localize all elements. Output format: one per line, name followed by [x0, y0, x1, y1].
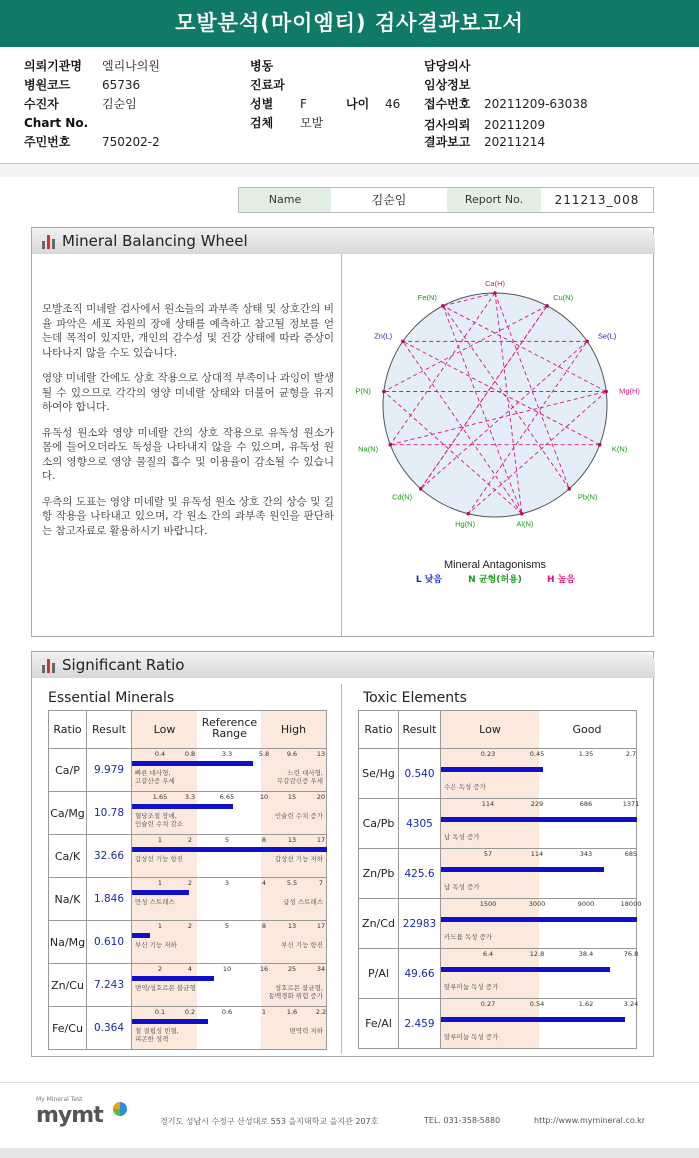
table-row	[49, 792, 327, 835]
info-value: 김순임	[102, 97, 137, 111]
tick-label: 343	[579, 850, 593, 858]
tick-label: 1	[157, 879, 163, 887]
tick-label: 1.65	[152, 793, 168, 801]
wheel-circle	[383, 293, 607, 517]
low-note: 수은 독성 증가	[444, 783, 486, 791]
info-row	[424, 133, 545, 150]
ratio-cell: Ca/K	[49, 835, 87, 878]
tick-label: 7	[318, 879, 324, 887]
tick-label: 8	[261, 836, 267, 844]
range-bar-area	[132, 835, 326, 877]
ratio-panel-header	[32, 652, 655, 678]
tick-label: 5.5	[286, 879, 298, 887]
range-bar-area	[132, 792, 326, 834]
low-note: 빠른 대사형, 고갈산증 우세	[135, 769, 175, 785]
table-header	[359, 711, 637, 749]
range-cell	[132, 749, 327, 792]
ratio-cell: Fe/Cu	[49, 1007, 87, 1050]
col-high: High	[280, 723, 307, 736]
result-bar	[132, 976, 214, 981]
table-row	[359, 949, 637, 999]
result-cell: 425.6	[399, 849, 441, 899]
element-label: Ca(H)	[485, 279, 505, 288]
paragraph: 모발조직 미네랄 검사에서 원소들의 과부족 상태 및 상호간의 비율 파악은 세포 차원의 장애 상태를 예측하고 참고될 정보를 얻는데 목적이 있지만, 개인의 감수성 및 건강 상태에 따라 증상이 나타나지 않을 수도 있습니다.	[42, 303, 334, 359]
info-label: 수진자	[24, 97, 59, 111]
info-label: 성별	[250, 97, 274, 111]
tick-label: 2	[187, 879, 193, 887]
element-node	[520, 512, 524, 516]
info-label: 진료과	[250, 78, 285, 92]
info-row	[250, 57, 300, 74]
result-cell: 22983	[399, 899, 441, 949]
ratio-cell: Na/K	[49, 878, 87, 921]
patient-info	[0, 52, 699, 162]
header-separator	[0, 163, 699, 177]
element-label: K(N)	[611, 444, 628, 454]
toxic-title: Toxic Elements	[363, 690, 467, 706]
tick-label: 3.3	[221, 750, 233, 758]
info-value: 20211209-63038	[484, 97, 588, 111]
info-label: 병원코드	[24, 78, 71, 92]
info-label: 의뢰기관명	[24, 59, 82, 73]
footer	[0, 1090, 699, 1140]
low-note: 알루미늄 독성 증가	[444, 983, 499, 991]
essential-table	[48, 710, 327, 1050]
tick-label: 114	[530, 850, 544, 858]
result-cell: 2.459	[399, 999, 441, 1049]
ratio-panel-title: Significant Ratio	[62, 656, 185, 674]
info-row	[424, 116, 545, 133]
panel-divider	[341, 254, 342, 636]
high-note: 느린 대사형, 무갈감신증 우세	[276, 769, 323, 785]
ratio-cell: Ca/Mg	[49, 792, 87, 835]
table-row	[359, 749, 637, 799]
info-value: 엘리나의원	[102, 59, 160, 73]
table-row	[359, 899, 637, 949]
range-bar-area	[441, 899, 642, 948]
table-row	[359, 799, 637, 849]
logo-icon	[113, 1102, 127, 1116]
element-label: P(N)	[355, 386, 371, 396]
low-note: 혈당조절 장애, 인슐린 수치 감소	[135, 812, 184, 828]
brand-logo: mymt	[36, 1103, 103, 1128]
tick-label: 13	[287, 836, 297, 844]
info-label: 병동	[250, 59, 274, 73]
tick-label: 1.35	[578, 750, 594, 758]
mineral-wheel	[343, 280, 651, 630]
info-label: 검체	[250, 116, 274, 130]
info-label: 담당의사	[424, 59, 471, 73]
range-bar-area	[441, 799, 640, 848]
col-low: Low	[479, 723, 501, 736]
result-bar	[132, 761, 253, 766]
ratio-cell: Ca/Pb	[359, 799, 399, 849]
age-row	[346, 95, 400, 112]
tick-label: 76.8	[623, 950, 639, 958]
report-title: 모발분석(마이엠티) 검사결과보고서	[0, 0, 699, 47]
tick-label: 0.54	[529, 1000, 545, 1008]
result-cell: 9.979	[87, 749, 132, 792]
tick-label: 685	[624, 850, 638, 858]
brand-tagline: My Mineral Test	[36, 1096, 83, 1103]
element-node	[382, 390, 386, 394]
range-cell	[441, 799, 640, 849]
element-label: Cu(N)	[553, 292, 574, 302]
tick-label: 3.3	[184, 793, 196, 801]
tick-label: 0.4	[154, 750, 166, 758]
info-row	[250, 114, 323, 131]
result-bar	[441, 967, 610, 972]
wheel-panel-title: Mineral Balancing Wheel	[62, 232, 248, 250]
table-header	[49, 711, 327, 749]
tick-label: 25	[287, 965, 297, 973]
result-cell: 4305	[399, 799, 441, 849]
info-row	[424, 57, 484, 74]
col-result: Result	[399, 711, 441, 749]
table-row	[49, 835, 327, 878]
info-label: Chart No.	[24, 116, 89, 130]
tick-label: 4	[261, 879, 267, 887]
element-label: Al(N)	[516, 519, 534, 529]
col-range	[441, 711, 637, 749]
high-note: 인슐린 수치 증가	[274, 812, 323, 820]
range-cell	[441, 949, 637, 999]
panel-divider	[341, 684, 342, 1054]
range-bar-area	[441, 849, 636, 898]
tick-label: 18000	[620, 900, 642, 908]
name-box	[238, 187, 654, 213]
essential-title: Essential Minerals	[48, 690, 175, 706]
element-label: Se(L)	[597, 331, 617, 341]
col-result: Result	[87, 711, 132, 749]
tick-label: 10	[222, 965, 232, 973]
tick-label: 57	[483, 850, 493, 858]
high-note: 갑상선 기능 저하	[274, 855, 323, 863]
tick-label: 0.23	[480, 750, 496, 758]
age-value: 46	[385, 97, 401, 111]
tick-label: 2.2	[315, 1008, 327, 1016]
result-bar	[132, 933, 150, 938]
range-cell	[441, 849, 637, 899]
tick-label: 1	[261, 1008, 267, 1016]
element-label: Fe(N)	[417, 292, 437, 302]
element-label: Pb(N)	[577, 492, 598, 502]
tick-label: 2	[187, 836, 193, 844]
range-bar-area	[132, 964, 326, 1006]
range-cell	[441, 999, 637, 1049]
telephone: TEL. 031-358-5880	[424, 1116, 501, 1125]
paragraph: 영양 미네랄 간에도 상호 작용으로 상대적 부족이나 과잉이 발생될 수 있으므로 각각의 영양 미네랄 상태와 더불어 균형을 유지하여야 합니다.	[42, 372, 334, 413]
range-cell	[441, 899, 642, 949]
result-cell: 0.610	[87, 921, 132, 964]
range-cell	[132, 921, 327, 964]
range-cell	[132, 792, 327, 835]
tick-label: 3000	[528, 900, 546, 908]
low-note: 카드뮴 독성 증가	[444, 933, 493, 941]
tick-label: 0.2	[184, 1008, 196, 1016]
info-row	[24, 95, 137, 112]
tick-label: 38.4	[578, 950, 594, 958]
low-note: 면역/성호르몬 불균형	[135, 984, 196, 992]
legend-title: Mineral Antagonisms	[443, 559, 547, 571]
result-cell: 0.364	[87, 1007, 132, 1050]
range-bar-area	[132, 1007, 326, 1049]
tick-label: 10	[259, 793, 269, 801]
result-bar	[132, 847, 327, 852]
tick-label: 3.24	[623, 1000, 639, 1008]
result-bar	[132, 890, 189, 895]
bottom-bar	[0, 1148, 699, 1158]
range-bar-area	[132, 921, 326, 963]
range-cell	[441, 749, 637, 799]
table-row	[49, 964, 327, 1007]
tick-label: 0.1	[154, 1008, 166, 1016]
ratio-cell: P/Al	[359, 949, 399, 999]
result-cell: 0.540	[399, 749, 441, 799]
element-label: Mg(H)	[619, 386, 640, 396]
website-link[interactable]: http://www.mymineral.co.kr	[534, 1116, 646, 1125]
info-row	[424, 95, 588, 112]
result-bar	[441, 917, 637, 922]
ratio-cell: Zn/Cu	[49, 964, 87, 1007]
high-note: 급성 스트레스	[283, 898, 323, 906]
tick-label: 2.7	[625, 750, 637, 758]
tick-label: 1371	[622, 800, 640, 808]
tick-label: 686	[579, 800, 593, 808]
tick-label: 1	[157, 836, 163, 844]
table-row	[49, 749, 327, 792]
tick-label: 0.8	[184, 750, 196, 758]
info-label: 결과보고	[424, 135, 471, 149]
result-cell: 1.846	[87, 878, 132, 921]
element-node	[598, 443, 602, 447]
info-row	[24, 57, 160, 74]
legend-item: N 균형(허용)	[468, 575, 522, 585]
tick-label: 1.6	[286, 1008, 298, 1016]
tick-label: 17	[316, 836, 326, 844]
tick-label: 9.6	[286, 750, 298, 758]
tick-label: 4	[187, 965, 193, 973]
bar-chart-icon	[42, 659, 58, 673]
info-value: 65736	[102, 78, 141, 92]
tick-label: 1500	[479, 900, 497, 908]
info-label: 접수번호	[424, 97, 471, 111]
tick-label: 0.45	[529, 750, 545, 758]
info-row	[24, 133, 160, 150]
tick-label: 13	[287, 922, 297, 930]
element-node	[441, 304, 445, 308]
ratio-cell: Fe/Al	[359, 999, 399, 1049]
ratio-cell: Se/Hg	[359, 749, 399, 799]
wheel-panel-header	[32, 228, 655, 254]
report-value: 211213_008	[554, 193, 640, 207]
info-value: F	[300, 97, 307, 111]
low-note: 납 독성 증가	[444, 833, 480, 841]
paragraph: 유독성 원소와 영양 미네랄 간의 상호 작용으로 유독성 원소가 몸에 들어오더라도 독성을 나타내지 않을 수 있으며, 유독성 원소의 영향으로 영양 물질의 흡수 및 이용율이 감소될 수 있습니다.	[42, 426, 334, 482]
tick-label: 114	[481, 800, 495, 808]
tick-label: 5	[224, 922, 230, 930]
tick-label: 229	[530, 800, 544, 808]
info-label: 검사의뢰	[424, 118, 471, 132]
info-row	[424, 76, 484, 93]
info-value: 20211209	[484, 118, 546, 132]
low-note: 철 결핍성 빈혈, 피곤한 성격	[135, 1027, 179, 1043]
name-label: Name	[239, 188, 331, 212]
range-cell	[132, 878, 327, 921]
result-cell: 7.243	[87, 964, 132, 1007]
range-cell	[132, 835, 327, 878]
result-bar	[441, 767, 543, 772]
range-bar-area	[132, 749, 326, 791]
tick-label: 12.8	[529, 950, 545, 958]
tick-label: 17	[316, 922, 326, 930]
range-bar-area	[441, 999, 639, 1048]
element-node	[388, 443, 392, 447]
table-row	[49, 878, 327, 921]
paragraph: 우측의 도표는 영양 미네랄 및 유독성 원소 상호 간의 상승 및 길항 작용을 나타내고 있으며, 각 원소 간의 과부족 원인을 판단하는 참고자료로 활용하시기 바랍니다.	[42, 495, 334, 537]
info-label: 주민번호	[24, 135, 71, 149]
result-bar	[441, 1017, 625, 1022]
tick-label: 34	[316, 965, 326, 973]
element-node	[401, 340, 405, 344]
result-cell: 10.78	[87, 792, 132, 835]
tick-label: 15	[287, 793, 297, 801]
legend-item: L 낮음	[415, 575, 443, 585]
element-node	[466, 512, 470, 516]
col-ratio: Ratio	[359, 711, 399, 749]
element-node	[567, 487, 571, 491]
tick-label: 16	[259, 965, 269, 973]
report-label: Report No.	[447, 188, 541, 212]
table-row	[49, 921, 327, 964]
result-bar	[132, 804, 233, 809]
age-label: 나이	[346, 97, 370, 111]
toxic-table	[358, 710, 642, 1049]
col-ratio: Ratio	[49, 711, 87, 749]
low-note: 부신 기능 저하	[135, 941, 177, 949]
range-cell	[132, 1007, 327, 1050]
element-node	[493, 291, 497, 295]
range-cell	[132, 964, 327, 1007]
low-note: 납 독성 증가	[444, 883, 480, 891]
ratio-cell: Zn/Cd	[359, 899, 399, 949]
tick-label: 1.62	[578, 1000, 594, 1008]
low-note: 만성 스트레스	[135, 898, 175, 906]
tick-label: 6.4	[482, 950, 494, 958]
tick-label: 8	[261, 922, 267, 930]
result-cell: 32.66	[87, 835, 132, 878]
low-note: 알루미늄 독성 증가	[444, 1033, 499, 1041]
info-row	[24, 76, 140, 93]
low-note: 갑상선 기능 항진	[135, 855, 184, 863]
element-label: Na(N)	[358, 444, 379, 454]
result-bar	[132, 1019, 208, 1024]
bar-chart-icon	[42, 235, 58, 249]
tick-label: 20	[316, 793, 326, 801]
ratio-cell: Na/Mg	[49, 921, 87, 964]
tick-label: 2	[157, 965, 163, 973]
wheel-description	[42, 302, 334, 549]
ratio-cell: Ca/P	[49, 749, 87, 792]
result-cell: 49.66	[399, 949, 441, 999]
tick-label: 1	[157, 922, 163, 930]
tick-label: 3	[224, 879, 230, 887]
info-row	[250, 95, 307, 112]
high-note: 성호르몬 불균형, 동맥경화 위험 증가	[268, 984, 323, 1000]
result-bar	[441, 817, 637, 822]
name-value: 김순임	[371, 193, 407, 207]
col-range	[132, 711, 327, 749]
result-bar	[441, 867, 604, 872]
footer-divider	[0, 1082, 699, 1083]
range-bar-area	[132, 878, 326, 920]
element-label: Hg(N)	[455, 519, 476, 529]
tick-label: 9000	[577, 900, 595, 908]
tick-label: 0.27	[480, 1000, 496, 1008]
tick-label: 5.8	[258, 750, 270, 758]
table-row	[359, 849, 637, 899]
element-node	[585, 340, 589, 344]
table-row	[359, 999, 637, 1049]
col-ref: Reference Range	[201, 716, 258, 740]
info-label: 임상정보	[424, 78, 471, 92]
info-value: 모발	[300, 116, 324, 130]
tick-label: 5	[224, 836, 230, 844]
range-bar-area	[441, 949, 639, 998]
info-row	[250, 76, 300, 93]
col-low: Low	[153, 723, 176, 736]
tick-label: 13	[316, 750, 326, 758]
element-label: Cd(N)	[392, 492, 413, 502]
legend-item: H 높음	[546, 575, 576, 585]
range-bar-area	[441, 749, 636, 798]
address: 경기도 성남시 수정구 산성대로 553 을지대학교 을지관 207호	[160, 1117, 379, 1126]
table-row	[49, 1007, 327, 1050]
high-note: 부신 기능 항진	[281, 941, 323, 949]
info-value: 20211214	[484, 135, 546, 149]
info-row	[24, 116, 102, 130]
element-label: Zn(L)	[374, 331, 393, 341]
info-value: 750202-2	[102, 135, 160, 149]
col-good: Good	[572, 723, 602, 736]
tick-label: 6.65	[219, 793, 235, 801]
element-node	[545, 304, 549, 308]
tick-label: 2	[187, 922, 193, 930]
ratio-cell: Zn/Pb	[359, 849, 399, 899]
element-node	[604, 390, 608, 394]
high-note: 면역력 저하	[289, 1027, 323, 1035]
tick-label: 0.6	[221, 1008, 233, 1016]
element-node	[419, 487, 423, 491]
